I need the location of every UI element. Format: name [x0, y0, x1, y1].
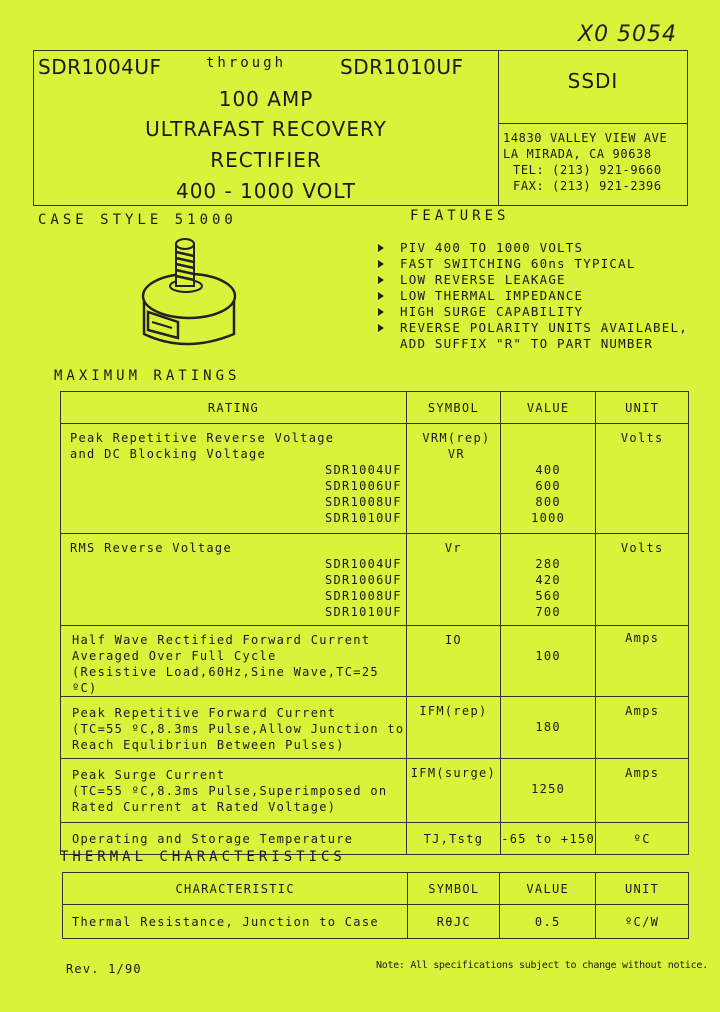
- rating-cell: Peak Repetitive Reverse Voltage and DC Blocking Voltage SDR1004UF SDR1006UF SDR1008UF SDR1010UF: [61, 424, 407, 534]
- header-rating: RATING: [61, 392, 407, 424]
- table-row: [63, 905, 689, 939]
- bullet-icon: [378, 308, 384, 316]
- revision: Rev. 1/90: [66, 962, 142, 976]
- features-heading: FEATURES: [410, 208, 510, 224]
- company-address-2: LA MIRADA, CA 90638: [503, 147, 652, 161]
- company-address-1: 14830 VALLEY VIEW AVE: [503, 131, 668, 145]
- symbol-cell: VRM(rep) VR: [406, 424, 500, 534]
- max-ratings-table: [60, 391, 689, 855]
- table-row: [61, 534, 689, 626]
- header-unit: UNIT: [596, 392, 689, 424]
- symbol-cell: IO: [406, 626, 500, 697]
- title-device: RECTIFIER: [210, 148, 322, 172]
- table-row: [61, 759, 689, 823]
- value-cell: 100: [500, 626, 596, 697]
- title-voltage: 400 - 1000 VOLT: [175, 179, 357, 203]
- bullet-icon: [378, 244, 384, 252]
- case-style-heading: CASE STYLE 51000: [38, 212, 237, 228]
- rating-cell: Operating and Storage Temperature: [61, 823, 407, 855]
- rating-cell: RMS Reverse Voltage SDR1004UF SDR1006UF SDR1008UF SDR1010UF: [61, 534, 407, 626]
- symbol-cell: RθJC: [408, 905, 500, 939]
- thermal-table: [62, 872, 689, 939]
- title-part-from: SDR1004UF: [38, 55, 162, 79]
- company-tel: TEL: (213) 921-9660: [513, 163, 662, 177]
- table-header-row: [61, 392, 689, 424]
- header-value: VALUE: [500, 873, 596, 905]
- symbol-cell: IFM(rep): [406, 697, 500, 759]
- header-characteristic: CHARACTERISTIC: [63, 873, 408, 905]
- characteristic-cell: Thermal Resistance, Junction to Case: [63, 905, 408, 939]
- unit-cell: Amps: [596, 697, 689, 759]
- case-drawing: [134, 230, 254, 360]
- table-row: [61, 697, 689, 759]
- title-through: through: [206, 55, 287, 71]
- unit-cell: Amps: [596, 759, 689, 823]
- unit-cell: Volts: [596, 534, 689, 626]
- bullet-icon: [378, 276, 384, 284]
- header-symbol: SYMBOL: [408, 873, 500, 905]
- title-type: ULTRAFAST RECOVERY: [145, 117, 387, 141]
- table-row: [61, 626, 689, 697]
- bullet-icon: [378, 292, 384, 300]
- rating-cell: Peak Surge Current (TC=55 ºC,8.3ms Pulse,Superimposed on Rated Current at Rated Voltage): [61, 759, 407, 823]
- company-divider: [499, 123, 687, 124]
- title-box: [33, 50, 499, 206]
- header-symbol: SYMBOL: [406, 392, 500, 424]
- symbol-cell: IFM(surge): [406, 759, 500, 823]
- bullet-icon: [378, 260, 384, 268]
- feature-item: REVERSE POLARITY UNITS AVAILABEL,: [376, 320, 688, 336]
- unit-cell: Amps: [596, 626, 689, 697]
- title-current: 100 AMP: [218, 87, 314, 111]
- feature-item: FAST SWITCHING 60ns TYPICAL: [376, 256, 688, 272]
- feature-item: LOW REVERSE LEAKAGE: [376, 272, 688, 288]
- symbol-cell: TJ,Tstg: [406, 823, 500, 855]
- value-cell: 280 420 560 700: [500, 534, 596, 626]
- thermal-heading: THERMAL CHARACTERISTICS: [60, 849, 346, 865]
- value-cell: 0.5: [500, 905, 596, 939]
- unit-cell: ºC: [596, 823, 689, 855]
- value-cell: -65 to +150: [500, 823, 596, 855]
- footnote: Note: All specifications subject to change without notice.: [376, 960, 708, 971]
- value-cell: 400 600 800 1000: [500, 424, 596, 534]
- company-name: SSDI: [567, 69, 619, 93]
- table-header-row: [63, 873, 689, 905]
- value-cell: 1250: [500, 759, 596, 823]
- feature-item: HIGH SURGE CAPABILITY: [376, 304, 688, 320]
- rating-cell: Peak Repetitive Forward Current (TC=55 ºC,8.3ms Pulse,Allow Junction to Reach Equlibriun Between Pulses): [61, 697, 407, 759]
- symbol-cell: Vr: [406, 534, 500, 626]
- value-cell: 180: [500, 697, 596, 759]
- feature-item: LOW THERMAL IMPEDANCE: [376, 288, 688, 304]
- company-box: [498, 50, 688, 206]
- unit-cell: Volts: [596, 424, 689, 534]
- bullet-icon: [378, 324, 384, 332]
- feature-continuation: ADD SUFFIX "R" TO PART NUMBER: [400, 336, 654, 351]
- features-list: [376, 240, 688, 352]
- unit-cell: ºC/W: [596, 905, 689, 939]
- handwritten-code: X0 5054: [578, 22, 678, 47]
- header-value: VALUE: [500, 392, 596, 424]
- company-fax: FAX: (213) 921-2396: [513, 179, 662, 193]
- header-unit: UNIT: [596, 873, 689, 905]
- rating-cell: Half Wave Rectified Forward Current Averaged Over Full Cycle (Resistive Load,60Hz,Sine Wave,TC=25 ºC): [61, 626, 407, 697]
- title-part-to: SDR1010UF: [340, 55, 464, 79]
- max-ratings-heading: MAXIMUM RATINGS: [54, 368, 241, 384]
- table-row: [61, 424, 689, 534]
- feature-item: PIV 400 TO 1000 VOLTS: [376, 240, 688, 256]
